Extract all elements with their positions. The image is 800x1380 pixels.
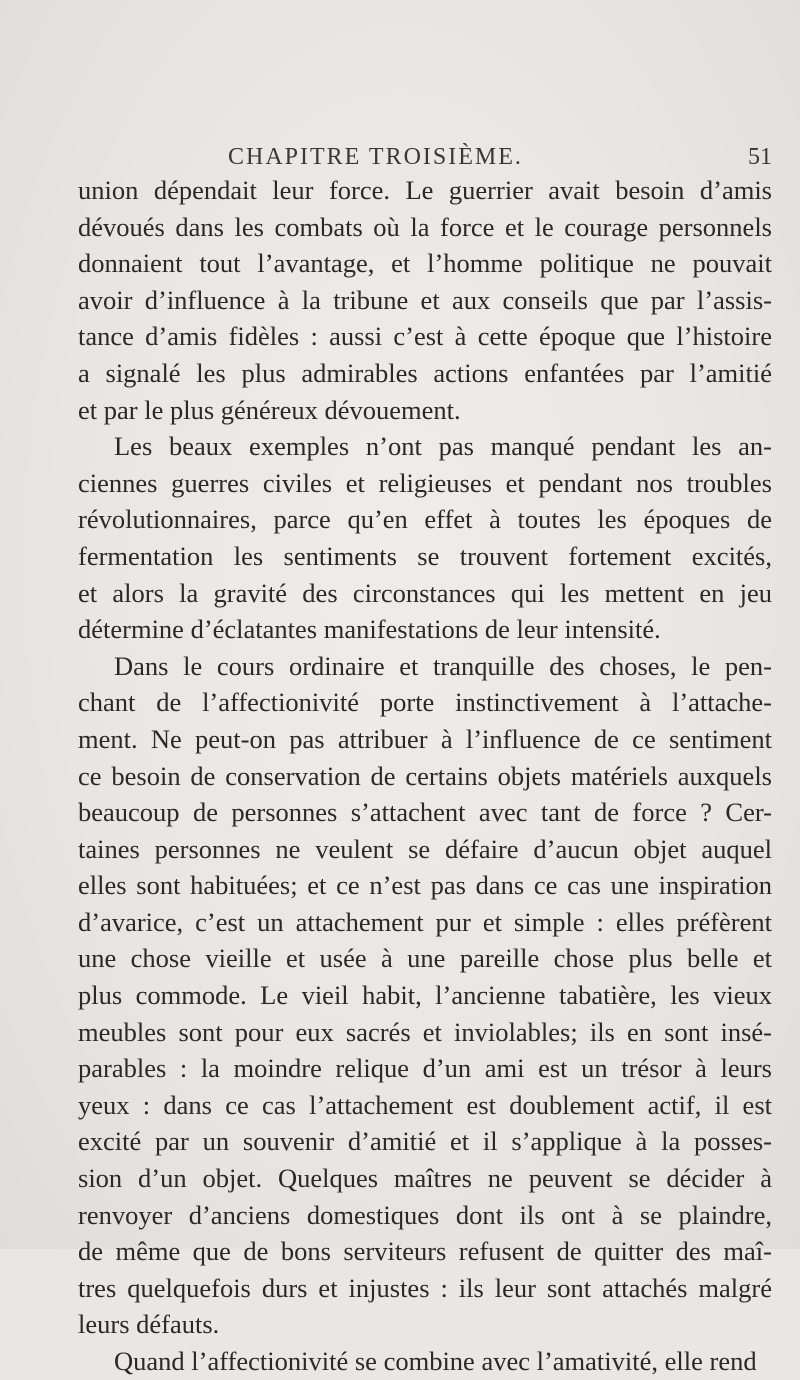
text-line: ment. Ne peut-on pas attribuer à l’influence de ce sentiment: [78, 723, 772, 754]
text-line: donnaient tout l’avantage, et l’homme politique ne pouvait: [78, 248, 772, 279]
page-number: 51: [748, 144, 772, 170]
text-line: dévoués dans les combats où la force et le courage personnels: [78, 211, 772, 242]
paragraph-first-line: Les beaux exemples n’ont pas manqué pendant les an-: [114, 431, 772, 462]
text-line: sion d’un objet. Quelques maîtres ne peuvent se décider à: [78, 1163, 772, 1194]
text-line: excité par un souvenir d’amitié et il s’applique à la posses-: [78, 1126, 772, 1157]
text-line: beaucoup de personnes s’attachent avec tant de force ? Cer-: [78, 797, 772, 828]
text-line: tance d’amis fidèles : aussi c’est à cette époque que l’histoire: [78, 321, 772, 352]
text-line: renvoyer d’anciens domestiques dont ils ont à se plaindre,: [78, 1199, 772, 1230]
text-line: ciennes guerres civiles et religieuses et pendant nos troubles: [78, 467, 772, 498]
text-line: une chose vieille et usée à une pareille chose plus belle et: [78, 943, 772, 974]
paragraph-first-line: Quand l’affectionivité se combine avec l’amativité, elle rend: [114, 1346, 757, 1376]
text-line: d’avarice, c’est un attachement pur et simple : elles préfèrent: [78, 906, 772, 937]
text-line: et par le plus généreux dévouement.: [78, 394, 461, 425]
text-line: elles sont habituées; et ce n’est pas dans ce cas une inspiration: [78, 870, 772, 901]
paragraph-first-line: Dans le cours ordinaire et tranquille des choses, le pen-: [114, 650, 772, 681]
running-head: CHAPITRE TROISIÈME.: [228, 144, 523, 170]
body-text: [78, 172, 772, 1380]
text-line: meubles sont pour eux sacrés et inviolables; ils en sont insé-: [78, 1016, 772, 1047]
text-line: ce besoin de conservation de certains objets matériels auxquels: [78, 760, 772, 791]
text-line: chant de l’affectionivité porte instinctivement à l’attache-: [78, 687, 772, 718]
text-line: a signalé les plus admirables actions enfantées par l’amitié: [78, 357, 772, 388]
text-line: et alors la gravité des circonstances qui les mettent en jeu: [78, 577, 772, 608]
text-line: révolutionnaires, parce qu’en effet à toutes les époques de: [78, 504, 772, 535]
text-line: taines personnes ne veulent se défaire d’aucun objet auquel: [78, 833, 772, 864]
text-line: fermentation les sentiments se trouvent fortement excités,: [78, 540, 772, 571]
text-line: parables : la moindre relique d’un ami est un trésor à leurs: [78, 1053, 772, 1084]
text-line: yeux : dans ce cas l’attachement est doublement actif, il est: [78, 1089, 772, 1120]
text-line: avoir d’influence à la tribune et aux conseils que par l’assis-: [78, 284, 772, 315]
text-line: leurs défauts.: [78, 1309, 220, 1340]
text-line: détermine d’éclatantes manifestations de leur intensité.: [78, 614, 661, 645]
text-line: union dépendait leur force. Le guerrier avait besoin d’amis: [78, 175, 772, 205]
text-line: de même que de bons serviteurs refusent de quitter des maî-: [78, 1236, 772, 1267]
text-line: plus commode. Le vieil habit, l’ancienne tabatière, les vieux: [78, 980, 772, 1011]
text-line: tres quelquefois durs et injustes : ils leur sont attachés malgré: [78, 1272, 772, 1303]
